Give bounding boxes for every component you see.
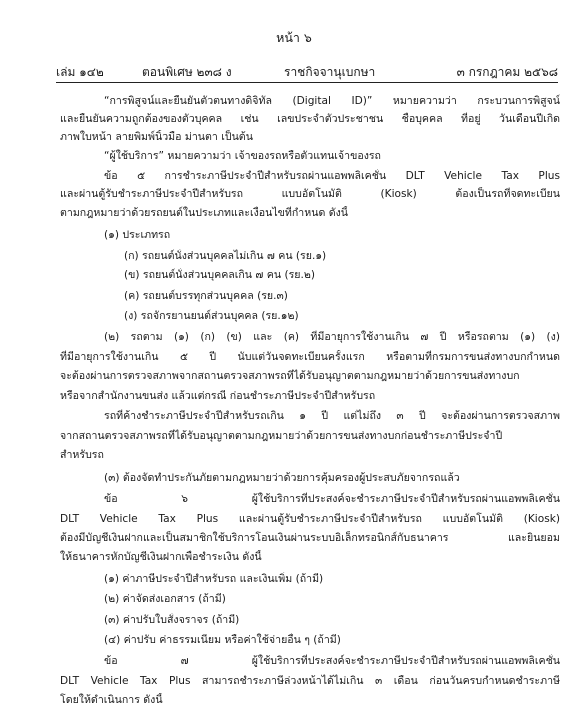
page-header bbox=[56, 63, 558, 79]
text-line: ตามกฎหมายว่าด้วยรถยนต์ในประเภทและเงื่อนไขที่กำหนด ดังนี้ bbox=[60, 207, 349, 219]
header-part: ตอนพิเศษ ๒๓๘ ง bbox=[142, 65, 232, 79]
text-line: หรือจากสำนักงานขนส่ง แล้วแต่กรณี ก่อนชำระภาษีประจำปีสำหรับรถ bbox=[60, 390, 376, 402]
text-line: รถที่ค้างชำระภาษีประจำปีสำหรับรถเกิน ๑ ปี แต่ไม่ถึง ๓ ปี จะต้องผ่านการตรวจสภาพ bbox=[104, 410, 560, 422]
text-line: ภาพใบหน้า ลายพิมพ์นิ้วมือ ม่านตา เป็นต้น bbox=[60, 131, 253, 143]
text-line: ข้อ ๕ การชำระภาษีประจำปีสำหรับรถผ่านแอพพลิเคชั่น DLT Vehicle Tax Plus bbox=[104, 170, 560, 182]
text-line: “การพิสูจน์และยืนยันตัวตนทางดิจิทัล (Digital ID)” หมายความว่า กระบวนการพิสูจน์ bbox=[104, 95, 560, 107]
list-item: (๒) ค่าจัดส่งเอกสาร (ถ้ามี) bbox=[104, 593, 226, 605]
text-line: “ผู้ใช้บริการ” หมายความว่า เจ้าของรถหรือตัวแทนเจ้าของรถ bbox=[104, 150, 381, 162]
list-item: (ก) รถยนต์นั่งส่วนบุคคลไม่เกิน ๗ คน (รย.๑) bbox=[124, 250, 327, 262]
list-item: (๑) ประเภทรถ bbox=[104, 229, 171, 241]
text-line: และยืนยันความถูกต้องของตัวบุคคล เช่น เลขประจำตัวประชาชน ชื่อบุคคล ที่อยู่ วันเดือนปีเกิด bbox=[60, 113, 560, 125]
text-line: ข้อ ๗ ผู้ใช้บริการที่ประสงค์จะชำระภาษีประจำปีสำหรับรถผ่านแอพพลิเคชั่น bbox=[104, 655, 560, 667]
list-item: (ง) รถจักรยานยนต์ส่วนบุคคล (รย.๑๒) bbox=[124, 310, 299, 322]
text-line: และผ่านตู้รับชำระภาษีประจำปีสำหรับรถ แบบอัตโนมัติ (Kiosk) ต้องเป็นรถที่จดทะเบียน bbox=[60, 188, 560, 200]
list-item: (ค) รถยนต์บรรทุกส่วนบุคคล (รย.๓) bbox=[124, 290, 288, 302]
list-item: (๓) ต้องจัดทำประกันภัยตามกฎหมายว่าด้วยการคุ้มครองผู้ประสบภัยจากรถแล้ว bbox=[104, 472, 460, 484]
header-date: ๓ กรกฎาคม ๒๕๖๘ bbox=[456, 65, 558, 79]
text-line: ต้องมีบัญชีเงินฝากและเป็นสมาชิกใช้บริการโอนเงินผ่านระบบอิเล็กทรอนิกส์กับธนาคาร และยินยอม bbox=[60, 532, 560, 544]
text-line: ที่มีอายุการใช้งานเกิน ๕ ปี นับแต่วันจดทะเบียนครั้งแรก หรือตามที่กรมการขนส่งทางบกกำหนด bbox=[60, 351, 560, 363]
text-line: (๒) รถตาม (๑) (ก) (ข) และ (ค) ที่มีอายุการใช้งานเกิน ๗ ปี หรือรถตาม (๑) (ง) bbox=[104, 331, 560, 343]
text-line: ให้ธนาคารหักบัญชีเงินฝากเพื่อชำระเงิน ดังนี้ bbox=[60, 551, 262, 563]
list-item: (ข) รถยนต์นั่งส่วนบุคคลเกิน ๗ คน (รย.๒) bbox=[124, 269, 315, 281]
list-item: (๓) ค่าปรับใบสั่งจราจร (ถ้ามี) bbox=[104, 614, 240, 626]
text-line: DLT Vehicle Tax Plus และผ่านตู้รับชำระภาษีประจำปีสำหรับรถ แบบอัตโนมัติ (Kiosk) bbox=[60, 513, 560, 525]
header-rule bbox=[56, 82, 558, 83]
list-item: (๑) ค่าภาษีประจำปีสำหรับรถ และเงินเพิ่ม (ถ้ามี) bbox=[104, 573, 324, 585]
list-item: (๔) ค่าปรับ ค่าธรรมเนียม หรือค่าใช้จ่ายอื่น ๆ (ถ้ามี) bbox=[104, 634, 341, 646]
text-line: โดยให้ดำเนินการ ดังนี้ bbox=[60, 694, 163, 706]
header-gazette-name: ราชกิจจานุเบกษา bbox=[284, 65, 376, 79]
text-line: จากสถานตรวจสภาพรถที่ได้รับอนุญาตตามกฎหมายว่าด้วยการขนส่งทางบกก่อนชำระภาษีประจำปี bbox=[60, 430, 503, 442]
text-line: สำหรับรถ bbox=[60, 449, 104, 461]
text-line: DLT Vehicle Tax Plus สามารถชำระภาษีล่วงหน้าได้ไม่เกิน ๓ เดือน ก่อนวันครบกำหนดชำระภาษี bbox=[60, 675, 560, 687]
text-line: จะต้องผ่านการตรวจสภาพจากสถานตรวจสภาพรถที่ได้รับอนุญาตตามกฎหมายว่าด้วยการขนส่งทางบก bbox=[60, 370, 520, 382]
text-line: ข้อ ๖ ผู้ใช้บริการที่ประสงค์จะชำระภาษีประจำปีสำหรับรถผ่านแอพพลิเคชั่น bbox=[104, 493, 560, 505]
header-volume: เล่ม ๑๔๒ bbox=[56, 65, 104, 79]
page-number: หน้า ๖ bbox=[276, 30, 312, 45]
